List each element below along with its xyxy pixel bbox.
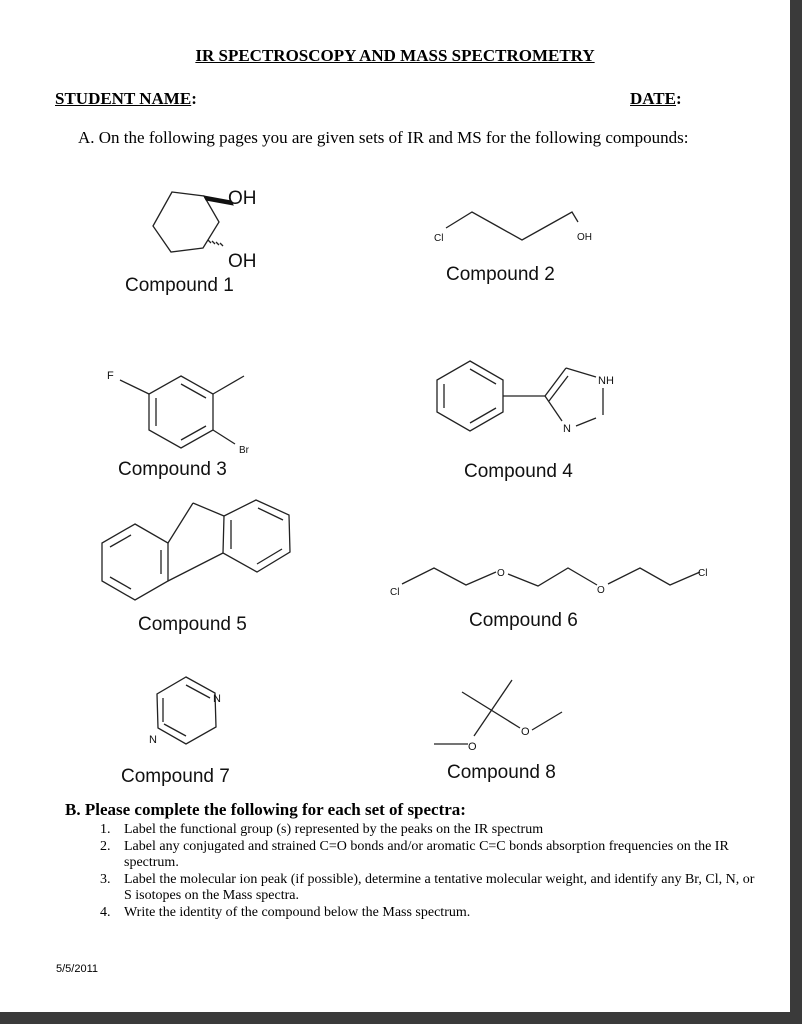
compound-2-atom-1: Cl (434, 233, 444, 244)
compound-5-caption: Compound 5 (138, 614, 247, 635)
compound-8-structure (434, 680, 562, 744)
compound-7-structure (157, 677, 216, 744)
compound-8-atom-1: O (521, 726, 530, 738)
compound-7-atom-1: N (213, 693, 221, 705)
compound-4-atom-1: NH (598, 375, 614, 387)
compound-7-atom-2: N (149, 734, 157, 746)
step-number: 2. (100, 838, 111, 854)
compound-2-caption: Compound 2 (446, 264, 555, 285)
compound-7-caption: Compound 7 (121, 766, 230, 787)
part-b-steps (100, 822, 760, 921)
step-text: Label any conjugated and strained C=O bonds and/or aromatic C=C bonds absorption frequencies on the IR spectrum. (124, 838, 729, 870)
part-b-heading: B. Please complete the following for each set of spectra: (65, 800, 466, 819)
step-number: 4. (100, 904, 111, 920)
compound-3-atom-2: Br (239, 445, 249, 456)
footer-date: 5/5/2011 (56, 963, 99, 975)
compound-8-caption: Compound 8 (447, 762, 556, 783)
compound-1-atom-2: OH (228, 251, 257, 272)
compound-1-structure (153, 192, 233, 252)
compound-4-structure (437, 361, 603, 431)
compound-3-structure (120, 376, 244, 448)
compound-4-atom-2: N (563, 423, 571, 435)
compound-6-structure (402, 568, 700, 586)
compound-6-atom-4: Cl (698, 568, 708, 579)
step-number: 1. (100, 822, 111, 837)
compound-3-caption: Compound 3 (118, 459, 227, 480)
step-number: 3. (100, 871, 111, 887)
step-text: Label the functional group (s) represented by the peaks on the IR spectrum (124, 822, 544, 837)
step-item (100, 839, 760, 872)
student-name-label: STUDENT NAME (55, 89, 192, 108)
compound-4-caption: Compound 4 (464, 461, 573, 482)
date-label: DATE (630, 89, 676, 108)
compound-6-atom-2: O (497, 568, 505, 579)
compound-3-atom-1: F (107, 370, 114, 382)
compound-1-atom-1: OH (228, 188, 257, 209)
student-name-colon: : (191, 89, 197, 108)
step-text: Write the identity of the compound below the Mass spectrum. (124, 904, 471, 920)
compound-8-atom-2: O (468, 741, 477, 753)
part-a-instructions: A. On the following pages you are given sets of IR and MS for the following compounds: (78, 128, 689, 147)
date-colon: : (675, 89, 682, 108)
step-item (100, 872, 760, 905)
compound-6-atom-3: O (597, 585, 605, 596)
compound-1-caption: Compound 1 (125, 275, 234, 296)
compound-2-structure (446, 212, 578, 240)
compound-6-atom-1: Cl (390, 587, 400, 598)
page-title: IR SPECTROSCOPY AND MASS SPECTROMETRY (195, 46, 595, 65)
step-text: Label the molecular ion peak (if possible), determine a tentative molecular weight, and identify any Br, Cl, N, or S isotopes on the Mass spectra. (124, 871, 755, 903)
compound-6-caption: Compound 6 (469, 610, 578, 631)
step-item (100, 905, 760, 922)
step-item (100, 822, 760, 839)
compound-2-atom-2: OH (577, 232, 592, 243)
compound-5-structure (102, 500, 290, 600)
